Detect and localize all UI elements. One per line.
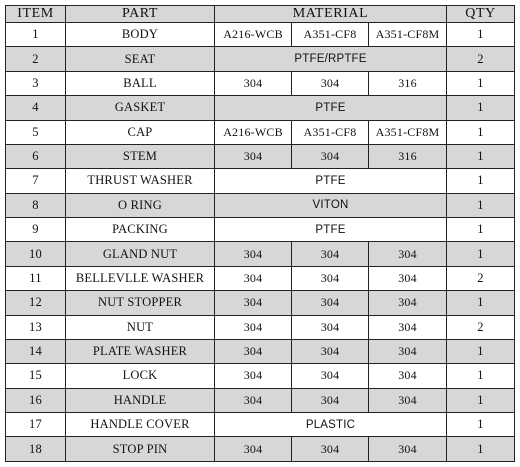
- item-number-cell: 5: [6, 120, 66, 144]
- material-cell-2: 304: [292, 291, 369, 315]
- header-part: PART: [66, 6, 215, 23]
- material-cell-3: 304: [369, 437, 447, 462]
- table-row: [6, 193, 515, 217]
- item-number-cell: 1: [6, 23, 66, 47]
- part-name-cell: GASKET: [66, 96, 215, 120]
- item-number-cell: 6: [6, 144, 66, 168]
- part-name-cell: STEM: [66, 144, 215, 168]
- qty-cell: 2: [447, 266, 515, 290]
- part-name-cell: HANDLE: [66, 388, 215, 412]
- material-cell-merged: PTFE: [215, 218, 447, 242]
- table-row: [6, 96, 515, 120]
- table-row: [6, 388, 515, 412]
- part-name-cell: HANDLE COVER: [66, 413, 215, 437]
- table-row: [6, 47, 515, 71]
- item-number-cell: 13: [6, 315, 66, 339]
- table-row: [6, 413, 515, 437]
- part-name-cell: THRUST WASHER: [66, 169, 215, 193]
- item-number-cell: 2: [6, 47, 66, 71]
- part-name-cell: BELLEVLLE WASHER: [66, 266, 215, 290]
- material-cell-2: 304: [292, 339, 369, 363]
- material-cell-1: 304: [215, 388, 292, 412]
- material-cell-3: 304: [369, 388, 447, 412]
- part-name-cell: NUT STOPPER: [66, 291, 215, 315]
- part-name-cell: BODY: [66, 23, 215, 47]
- material-cell-3: A351-CF8M: [369, 120, 447, 144]
- header-item: ITEM: [6, 6, 66, 23]
- part-name-cell: PLATE WASHER: [66, 339, 215, 363]
- part-name-cell: GLAND NUT: [66, 242, 215, 266]
- table-row: [6, 71, 515, 95]
- qty-cell: 1: [447, 364, 515, 388]
- material-cell-3: 304: [369, 242, 447, 266]
- item-number-cell: 18: [6, 437, 66, 462]
- material-cell-1: 304: [215, 315, 292, 339]
- qty-cell: 1: [447, 413, 515, 437]
- qty-cell: 1: [447, 291, 515, 315]
- part-name-cell: PACKING: [66, 218, 215, 242]
- qty-cell: 2: [447, 315, 515, 339]
- table-row: [6, 266, 515, 290]
- table-row: [6, 144, 515, 168]
- material-cell-merged: PTFE: [215, 96, 447, 120]
- bill-of-materials-table: [5, 5, 515, 462]
- material-cell-merged: PTFE: [215, 169, 447, 193]
- item-number-cell: 15: [6, 364, 66, 388]
- table-header-row: [6, 6, 515, 23]
- table-row: [6, 169, 515, 193]
- item-number-cell: 11: [6, 266, 66, 290]
- material-cell-1: 304: [215, 266, 292, 290]
- qty-cell: 1: [447, 120, 515, 144]
- table-row: [6, 315, 515, 339]
- material-cell-1: 304: [215, 242, 292, 266]
- material-cell-2: 304: [292, 242, 369, 266]
- part-name-cell: STOP PIN: [66, 437, 215, 462]
- material-cell-1: 304: [215, 364, 292, 388]
- material-cell-1: A216-WCB: [215, 120, 292, 144]
- material-cell-merged: PTFE/RPTFE: [215, 47, 447, 71]
- material-cell-2: 304: [292, 71, 369, 95]
- item-number-cell: 10: [6, 242, 66, 266]
- table-row: [6, 364, 515, 388]
- item-number-cell: 12: [6, 291, 66, 315]
- material-cell-2: 304: [292, 388, 369, 412]
- qty-cell: 1: [447, 23, 515, 47]
- material-cell-3: 304: [369, 364, 447, 388]
- material-cell-2: A351-CF8: [292, 23, 369, 47]
- material-cell-3: 316: [369, 71, 447, 95]
- qty-cell: 1: [447, 193, 515, 217]
- material-cell-merged: PLASTIC: [215, 413, 447, 437]
- table-row: [6, 218, 515, 242]
- table-row: [6, 242, 515, 266]
- table-row: [6, 339, 515, 363]
- qty-cell: 1: [447, 388, 515, 412]
- table-row: [6, 291, 515, 315]
- part-name-cell: SEAT: [66, 47, 215, 71]
- material-cell-2: A351-CF8: [292, 120, 369, 144]
- material-cell-1: 304: [215, 144, 292, 168]
- material-cell-merged: VITON: [215, 193, 447, 217]
- part-name-cell: CAP: [66, 120, 215, 144]
- material-cell-1: 304: [215, 437, 292, 462]
- table-body: [6, 23, 515, 462]
- part-name-cell: LOCK: [66, 364, 215, 388]
- material-cell-3: 304: [369, 266, 447, 290]
- item-number-cell: 14: [6, 339, 66, 363]
- table-row: [6, 120, 515, 144]
- material-cell-1: 304: [215, 339, 292, 363]
- material-cell-2: 304: [292, 437, 369, 462]
- qty-cell: 1: [447, 339, 515, 363]
- table-row: [6, 437, 515, 462]
- material-cell-1: 304: [215, 71, 292, 95]
- material-cell-1: 304: [215, 291, 292, 315]
- material-cell-3: 304: [369, 291, 447, 315]
- qty-cell: 1: [447, 96, 515, 120]
- qty-cell: 1: [447, 218, 515, 242]
- item-number-cell: 4: [6, 96, 66, 120]
- material-cell-3: 304: [369, 339, 447, 363]
- material-cell-3: 316: [369, 144, 447, 168]
- item-number-cell: 8: [6, 193, 66, 217]
- material-cell-2: 304: [292, 364, 369, 388]
- qty-cell: 2: [447, 47, 515, 71]
- qty-cell: 1: [447, 242, 515, 266]
- qty-cell: 1: [447, 437, 515, 462]
- material-cell-2: 304: [292, 144, 369, 168]
- material-cell-2: 304: [292, 266, 369, 290]
- material-cell-1: A216-WCB: [215, 23, 292, 47]
- qty-cell: 1: [447, 144, 515, 168]
- item-number-cell: 16: [6, 388, 66, 412]
- qty-cell: 1: [447, 169, 515, 193]
- item-number-cell: 9: [6, 218, 66, 242]
- part-name-cell: NUT: [66, 315, 215, 339]
- part-name-cell: O RING: [66, 193, 215, 217]
- part-name-cell: BALL: [66, 71, 215, 95]
- material-cell-3: 304: [369, 315, 447, 339]
- table-row: [6, 23, 515, 47]
- header-material: MATERIAL: [215, 6, 447, 23]
- header-qty: QTY: [447, 6, 515, 23]
- item-number-cell: 7: [6, 169, 66, 193]
- item-number-cell: 3: [6, 71, 66, 95]
- item-number-cell: 17: [6, 413, 66, 437]
- material-cell-3: A351-CF8M: [369, 23, 447, 47]
- qty-cell: 1: [447, 71, 515, 95]
- material-cell-2: 304: [292, 315, 369, 339]
